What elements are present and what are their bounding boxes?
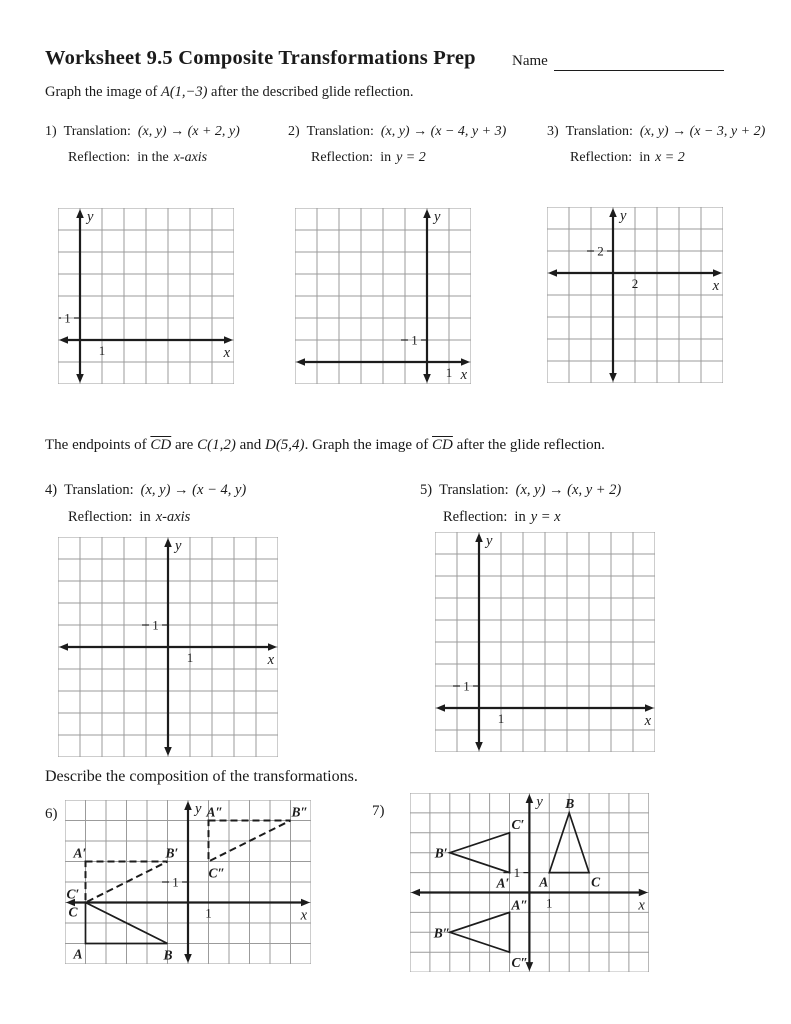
problem-1	[45, 119, 240, 171]
x-tick-label: 1	[205, 905, 212, 921]
reflection-text: in the	[137, 150, 169, 165]
vertex-label: A	[539, 874, 549, 890]
problem-2-grid	[295, 208, 471, 389]
point-a-notation: A(1,−3)	[160, 84, 208, 100]
translation-label: Translation:	[63, 124, 131, 139]
y-tick-label: 1	[172, 874, 179, 890]
vertex-label: C	[591, 874, 601, 890]
x-tick-label: 1	[98, 343, 106, 358]
vertex-label: B	[163, 947, 173, 963]
reflection-line: x-axis	[155, 509, 191, 525]
x-axis-label: x	[712, 278, 719, 294]
y-axis-label: y	[434, 209, 441, 225]
axis-arrow-right	[224, 336, 233, 344]
x-tick-label: 1	[497, 711, 505, 726]
axis-arrow-left	[59, 336, 68, 344]
problem-2	[288, 119, 506, 171]
instruction-text: after the described glide reflection.	[207, 84, 414, 100]
g3-svg	[547, 207, 723, 383]
reflection-text: in	[139, 509, 151, 525]
g4-svg	[58, 537, 278, 757]
x-axis-label: x	[644, 713, 651, 729]
instruction-text: . Graph the image of	[304, 437, 433, 453]
translation-label: Translation:	[306, 124, 374, 139]
name-underline	[554, 50, 724, 71]
problem-7-number: 7)	[372, 803, 385, 819]
vertex-label: A′	[496, 875, 510, 891]
translation-rule: (x, y) → (x + 2, y)	[137, 124, 240, 139]
x-axis-label: x	[300, 907, 307, 924]
g7-svg	[410, 793, 649, 972]
axis-arrow-right	[461, 358, 470, 366]
vertex-label: B″	[291, 804, 308, 820]
axis-arrow-left	[436, 704, 445, 712]
vertex-label: A″	[511, 897, 528, 913]
problem-number: 3)	[547, 124, 559, 139]
y-tick-label: 1	[411, 332, 418, 348]
problem-number: 5)	[420, 482, 433, 498]
y-axis-label: y	[195, 801, 202, 817]
axis-arrow-up	[423, 209, 431, 218]
g5-svg	[435, 532, 655, 752]
problem-6-graph	[65, 800, 311, 969]
axis-arrow-down	[164, 747, 172, 756]
vertex-label: B′	[434, 845, 448, 861]
axis-arrow-up	[76, 209, 84, 218]
point-c-notation: C(1,2)	[197, 437, 236, 453]
segment-cd-notation: $\overline{CD}$	[150, 437, 172, 453]
reflection-text: in	[380, 150, 392, 165]
vertex-label: B	[565, 795, 575, 811]
y-tick-label: 1	[152, 617, 159, 633]
translation-label: Translation:	[64, 482, 134, 498]
x-tick-label: 1	[546, 895, 553, 911]
reflection-label: Reflection:	[570, 150, 633, 165]
reflection-line: y = x	[530, 509, 561, 525]
x-tick-label: 1	[445, 365, 453, 380]
vertex-label: C′	[66, 886, 80, 902]
vertex-label: C′	[511, 816, 525, 832]
reflection-line: y = 2	[396, 150, 426, 165]
y-axis-label: y	[536, 793, 543, 810]
vertex-label: A′	[73, 845, 87, 861]
x-axis-label: x	[223, 345, 230, 361]
reflection-text: in	[639, 150, 651, 165]
y-tick-label: 1	[463, 678, 470, 694]
x-tick-label: 2	[631, 276, 639, 291]
x-tick-label: 1	[186, 650, 194, 665]
instruction-text: are	[171, 437, 198, 453]
translation-rule: (x, y) → (x, y + 2)	[515, 482, 622, 498]
axis-arrow-down	[76, 374, 84, 383]
g1-svg	[58, 208, 234, 384]
y-tick-label: 2	[597, 243, 604, 259]
problem-3-grid	[547, 207, 723, 388]
segment-cd-notation: $\overline{CD}$	[432, 437, 453, 453]
axis-arrow-up	[609, 208, 617, 217]
axis-arrow-down	[475, 742, 483, 751]
vertex-label: C	[68, 904, 78, 920]
axis-arrow-right	[645, 704, 654, 712]
problem-1-grid	[58, 208, 234, 389]
reflection-label: Reflection:	[68, 150, 131, 165]
y-axis-label: y	[87, 209, 94, 225]
translation-rule: (x, y) → (x − 4, y + 3)	[380, 124, 507, 139]
axis-arrow-up	[164, 538, 172, 547]
vertex-label: A	[73, 946, 83, 962]
axis-arrow-right	[713, 269, 722, 277]
instruction-text: The endpoints of	[45, 437, 151, 453]
point-d-notation: D(5,4)	[264, 437, 305, 453]
y-tick-label: 1	[64, 310, 71, 326]
y-axis-label: y	[486, 533, 493, 549]
translation-label: Translation:	[565, 124, 633, 139]
problem-4	[45, 477, 246, 531]
reflection-line: x = 2	[655, 150, 685, 165]
x-axis-label: x	[267, 652, 274, 668]
problem-number: 4)	[45, 482, 58, 498]
problem-5-grid	[435, 532, 655, 757]
g6-svg	[65, 800, 311, 964]
reflection-line: x-axis	[173, 150, 208, 165]
g2-svg	[295, 208, 471, 384]
axis-arrow-up	[184, 801, 192, 810]
translation-rule: (x, y) → (x − 3, y + 2)	[639, 124, 766, 139]
page-title: Worksheet 9.5 Composite Transformations Prep	[45, 47, 476, 69]
y-tick-label: 1	[513, 865, 521, 881]
reflection-label: Reflection:	[443, 509, 508, 525]
axis-arrow-left	[411, 889, 420, 897]
translation-label: Translation:	[439, 482, 509, 498]
section2-instruction	[45, 437, 605, 454]
x-axis-label: x	[460, 367, 467, 383]
vertex-label: C″	[511, 955, 528, 971]
instruction-text: and	[235, 437, 265, 453]
vertex-label: B′	[165, 845, 179, 861]
problem-6-number: 6)	[45, 806, 58, 822]
reflection-label: Reflection:	[311, 150, 374, 165]
reflection-text: in	[514, 509, 526, 525]
x-axis-label: x	[638, 897, 645, 914]
axis-arrow-right	[268, 643, 277, 651]
problem-3	[547, 119, 765, 171]
y-axis-label: y	[175, 538, 182, 554]
vertex-label: B″	[433, 925, 451, 941]
section1-instruction	[45, 84, 414, 101]
vertex-label: A″	[206, 804, 223, 820]
axis-arrow-left	[548, 269, 557, 277]
axis-arrow-up	[526, 794, 534, 803]
translation-rule: (x, y) → (x − 4, y)	[140, 482, 247, 498]
problem-4-grid	[58, 537, 278, 762]
axis-arrow-left	[296, 358, 305, 366]
name-label: Name	[512, 53, 548, 69]
axis-arrow-down	[423, 374, 431, 383]
instruction-text: after the glide reflection.	[452, 437, 605, 453]
problem-7-graph	[410, 793, 649, 977]
section3-instruction: Describe the composition of the transformations.	[45, 768, 358, 785]
axis-arrow-down	[609, 373, 617, 382]
axis-arrow-left	[59, 643, 68, 651]
axis-arrow-right	[301, 899, 310, 907]
vertex-label: C″	[208, 865, 225, 881]
problem-number: 1)	[45, 124, 57, 139]
problem-number: 2)	[288, 124, 300, 139]
reflection-label: Reflection:	[68, 509, 133, 525]
axis-arrow-right	[639, 889, 648, 897]
axis-arrow-down	[184, 954, 192, 963]
instruction-text: Graph the image of	[45, 84, 161, 100]
problem-5	[420, 477, 621, 531]
y-axis-label: y	[620, 208, 627, 224]
axis-arrow-up	[475, 533, 483, 542]
